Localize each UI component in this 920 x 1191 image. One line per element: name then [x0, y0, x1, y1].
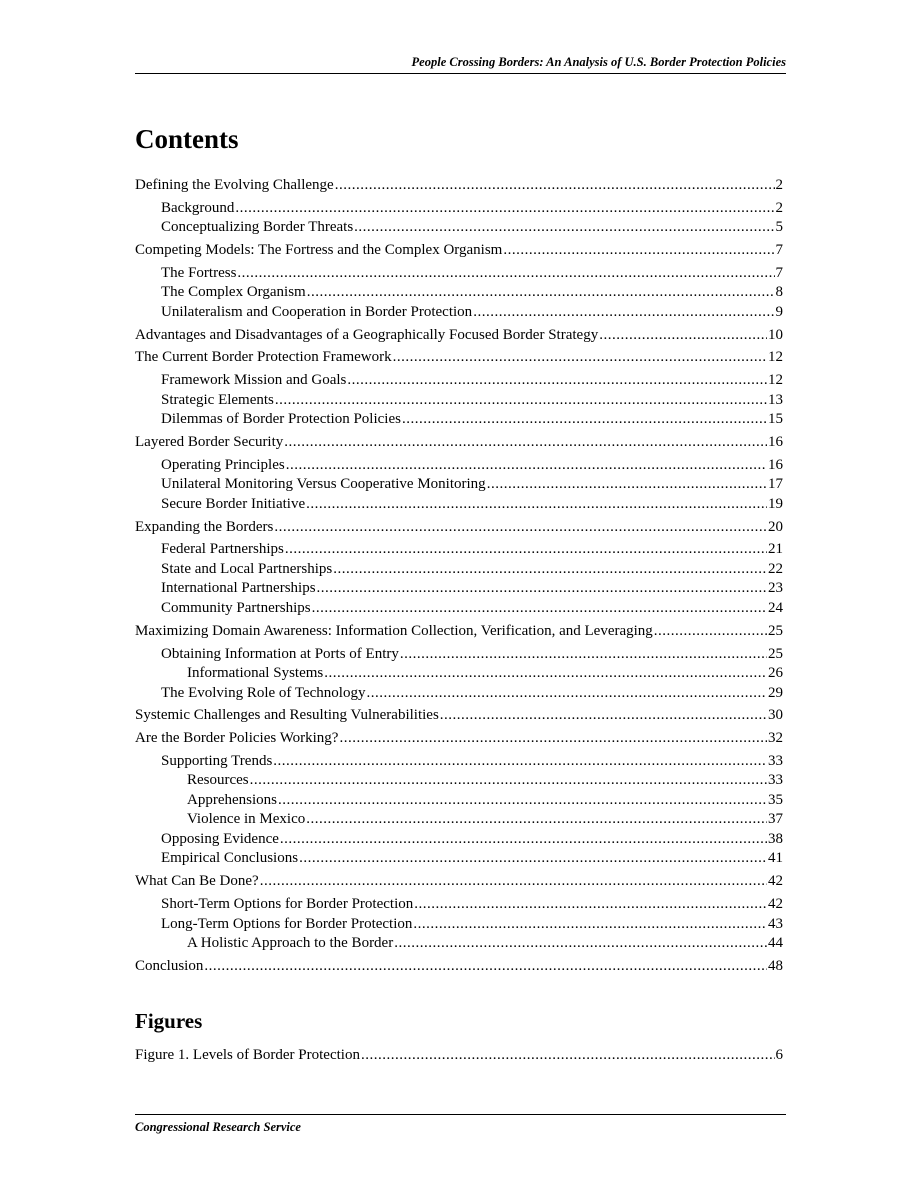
toc-entry-page: 37	[768, 811, 783, 828]
toc-entry-label: Dilemmas of Border Protection Policies	[161, 411, 401, 428]
toc-entry[interactable]	[135, 664, 783, 684]
dot-leader	[204, 957, 767, 977]
dot-leader	[414, 895, 767, 915]
toc-entry-page: 25	[768, 645, 783, 662]
dot-leader	[393, 348, 767, 368]
toc-entry-label: Systemic Challenges and Resulting Vulnerabilities	[135, 707, 439, 724]
dot-leader	[285, 540, 767, 560]
toc-entry[interactable]	[135, 410, 783, 430]
table-of-contents	[135, 176, 783, 976]
toc-entry[interactable]	[135, 645, 783, 665]
toc-entry-page: 13	[768, 391, 783, 408]
toc-entry[interactable]	[135, 326, 783, 346]
dot-leader	[361, 1046, 775, 1066]
toc-entry[interactable]	[135, 433, 783, 453]
toc-entry[interactable]	[135, 371, 783, 391]
toc-entry-page: 10	[768, 326, 783, 343]
dot-leader	[473, 303, 774, 323]
figure-entry[interactable]	[135, 1046, 783, 1066]
toc-entry-page: 19	[768, 495, 783, 512]
toc-entry[interactable]	[135, 241, 783, 261]
toc-entry-label: The Fortress	[161, 264, 237, 281]
dot-leader	[286, 456, 767, 476]
toc-entry-label: Conceptualizing Border Threats	[161, 219, 354, 236]
toc-entry-label: Background	[161, 199, 235, 216]
toc-entry[interactable]	[135, 830, 783, 850]
toc-entry[interactable]	[135, 684, 783, 704]
toc-entry[interactable]	[135, 348, 783, 368]
dot-leader	[273, 752, 767, 772]
dot-leader	[250, 771, 767, 791]
dot-leader	[312, 599, 767, 619]
toc-entry[interactable]	[135, 391, 783, 411]
toc-entry-label: Informational Systems	[187, 665, 324, 682]
toc-entry-label: State and Local Partnerships	[161, 560, 333, 577]
toc-entry-label: Layered Border Security	[135, 434, 284, 451]
toc-entry[interactable]	[135, 791, 783, 811]
dot-leader	[317, 579, 767, 599]
toc-entry-page: 16	[768, 434, 783, 451]
toc-entry[interactable]	[135, 176, 783, 196]
toc-entry[interactable]	[135, 199, 783, 219]
toc-entry-page: 44	[768, 935, 783, 952]
toc-entry[interactable]	[135, 283, 783, 303]
toc-entry-page: 33	[768, 772, 783, 789]
toc-entry[interactable]	[135, 540, 783, 560]
toc-entry[interactable]	[135, 849, 783, 869]
toc-entry[interactable]	[135, 771, 783, 791]
dot-leader	[237, 264, 774, 284]
toc-entry-page: 24	[768, 599, 783, 616]
toc-entry-label: Resources	[187, 772, 249, 789]
toc-entry-page: 8	[775, 284, 783, 301]
toc-entry-page: 23	[768, 580, 783, 597]
toc-entry[interactable]	[135, 579, 783, 599]
toc-entry[interactable]	[135, 622, 783, 642]
dot-leader	[260, 872, 767, 892]
dot-leader	[400, 645, 767, 665]
toc-entry-page: 2	[775, 199, 783, 216]
dot-leader	[306, 495, 767, 515]
toc-entry-page: 25	[768, 622, 783, 639]
dot-leader	[333, 560, 767, 580]
toc-entry-page: 26	[768, 665, 783, 682]
toc-entry[interactable]	[135, 895, 783, 915]
footer-rule	[135, 1114, 786, 1115]
toc-entry-label: The Complex Organism	[161, 284, 306, 301]
toc-entry-label: Maximizing Domain Awareness: Information Collection, Verification, and Leveraging	[135, 622, 653, 639]
running-footer: Congressional Research Service	[135, 1120, 301, 1134]
toc-entry-page: 17	[768, 476, 783, 493]
toc-entry[interactable]	[135, 264, 783, 284]
toc-entry-label: Expanding the Borders	[135, 518, 274, 535]
toc-entry[interactable]	[135, 915, 783, 935]
toc-entry[interactable]	[135, 599, 783, 619]
dot-leader	[235, 199, 774, 219]
dot-leader	[347, 371, 767, 391]
contents-heading: Contents	[135, 124, 239, 154]
toc-entry-page: 35	[768, 791, 783, 808]
toc-entry-page: 42	[768, 896, 783, 913]
toc-entry-page: 7	[775, 242, 783, 259]
toc-entry[interactable]	[135, 518, 783, 538]
list-of-figures	[135, 1046, 783, 1066]
toc-entry-page: 20	[768, 518, 783, 535]
toc-entry-label: Apprehensions	[187, 791, 277, 808]
dot-leader	[335, 176, 775, 196]
toc-entry-page: 21	[768, 541, 783, 558]
toc-entry-label: Violence in Mexico	[187, 811, 306, 828]
dot-leader	[280, 830, 767, 850]
dot-leader	[394, 934, 767, 954]
toc-entry[interactable]	[135, 810, 783, 830]
toc-entry[interactable]	[135, 475, 783, 495]
dot-leader	[274, 518, 767, 538]
dot-leader	[599, 326, 767, 346]
figure-entry-page: 6	[775, 1047, 783, 1063]
toc-entry-page: 32	[768, 730, 783, 747]
toc-entry-page: 2	[775, 177, 783, 193]
toc-entry-label: What Can Be Done?	[135, 873, 259, 890]
toc-entry-page: 30	[768, 707, 783, 724]
toc-entry-label: Advantages and Disadvantages of a Geographically Focused Border Strategy	[135, 326, 599, 343]
toc-entry-label: Secure Border Initiative	[161, 495, 306, 512]
toc-entry-page: 7	[775, 264, 783, 281]
toc-entry-page: 33	[768, 752, 783, 769]
dot-leader	[354, 218, 774, 238]
toc-entry-label: Conclusion	[135, 957, 204, 974]
toc-entry-label: Operating Principles	[161, 456, 285, 473]
toc-entry-label: Short-Term Options for Border Protection	[161, 896, 414, 913]
toc-entry[interactable]	[135, 218, 783, 238]
toc-entry-page: 12	[768, 349, 783, 366]
toc-entry-page: 16	[768, 456, 783, 473]
dot-leader	[654, 622, 767, 642]
toc-entry-label: Framework Mission and Goals	[161, 372, 347, 389]
dot-leader	[487, 475, 767, 495]
toc-entry[interactable]	[135, 729, 783, 749]
dot-leader	[284, 433, 767, 453]
dot-leader	[413, 915, 767, 935]
toc-entry-page: 43	[768, 915, 783, 932]
toc-entry[interactable]	[135, 752, 783, 772]
toc-entry[interactable]	[135, 495, 783, 515]
toc-entry[interactable]	[135, 872, 783, 892]
toc-entry-page: 5	[775, 219, 783, 236]
toc-entry-label: Federal Partnerships	[161, 541, 284, 558]
toc-entry-label: Unilateralism and Cooperation in Border Protection	[161, 303, 473, 320]
dot-leader	[306, 810, 767, 830]
toc-entry-page: 42	[768, 873, 783, 890]
toc-entry[interactable]	[135, 456, 783, 476]
toc-entry-label: The Evolving Role of Technology	[161, 684, 366, 701]
dot-leader	[299, 849, 767, 869]
toc-entry-label: Defining the Evolving Challenge	[135, 177, 334, 193]
toc-entry-label: Opposing Evidence	[161, 830, 279, 847]
toc-entry-label: Supporting Trends	[161, 752, 273, 769]
toc-entry[interactable]	[135, 957, 783, 977]
toc-entry-label: Obtaining Information at Ports of Entry	[161, 645, 399, 662]
toc-entry-page: 9	[775, 303, 783, 320]
toc-entry-label: Competing Models: The Fortress and the Complex Organism	[135, 242, 503, 259]
toc-entry[interactable]	[135, 934, 783, 954]
running-header: People Crossing Borders: An Analysis of U.S. Border Protection Policies	[411, 55, 786, 69]
figure-entry-label: Figure 1. Levels of Border Protection	[135, 1047, 360, 1063]
dot-leader	[324, 664, 767, 684]
toc-entry-label: Are the Border Policies Working?	[135, 730, 339, 747]
toc-entry-label: The Current Border Protection Framework	[135, 349, 392, 366]
dot-leader	[366, 684, 767, 704]
dot-leader	[440, 706, 767, 726]
toc-entry[interactable]	[135, 706, 783, 726]
toc-entry-page: 48	[768, 957, 783, 974]
toc-entry-page: 29	[768, 684, 783, 701]
toc-entry-label: Strategic Elements	[161, 391, 274, 408]
dot-leader	[402, 410, 767, 430]
toc-entry-label: Empirical Conclusions	[161, 850, 299, 867]
toc-entry-page: 15	[768, 411, 783, 428]
toc-entry-label: A Holistic Approach to the Border	[187, 935, 394, 952]
dot-leader	[503, 241, 774, 261]
toc-entry[interactable]	[135, 560, 783, 580]
toc-entry-page: 22	[768, 560, 783, 577]
dot-leader	[275, 391, 767, 411]
toc-entry-page: 12	[768, 372, 783, 389]
toc-entry-label: International Partnerships	[161, 580, 316, 597]
toc-entry-label: Community Partnerships	[161, 599, 311, 616]
toc-entry[interactable]	[135, 303, 783, 323]
toc-entry-page: 38	[768, 830, 783, 847]
header-rule	[135, 73, 786, 74]
dot-leader	[278, 791, 767, 811]
toc-entry-label: Long-Term Options for Border Protection	[161, 915, 413, 932]
dot-leader	[307, 283, 775, 303]
figures-heading: Figures	[135, 1009, 203, 1033]
toc-entry-page: 41	[768, 850, 783, 867]
toc-entry-label: Unilateral Monitoring Versus Cooperative Monitoring	[161, 476, 486, 493]
dot-leader	[339, 729, 767, 749]
